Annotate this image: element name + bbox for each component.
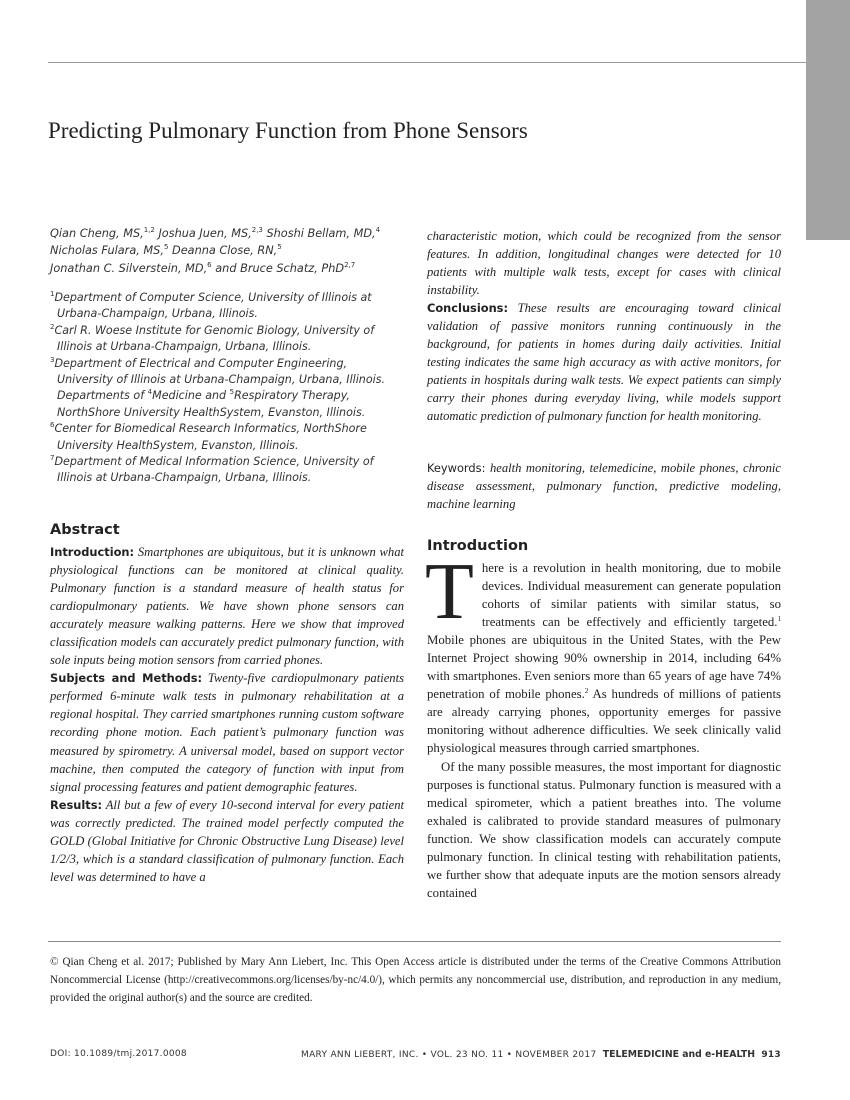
author: Nicholas Fulara, MS,$^5$: [50, 243, 169, 258]
author: Qian Cheng, MS,$^{1,2}$: [50, 226, 155, 240]
abstract-continuation: [427, 227, 781, 425]
journal-name: TELEMEDICINE and e-HEALTH: [602, 1049, 755, 1060]
author: Joshua Juen, MS,$^{2,3}$: [158, 226, 263, 240]
journal-info: MARY ANN LIEBERT, INC. • VOL. 23 NO. 11 • NOVEMBER 2017 TELEMEDICINE and e-HEALTH 913: [301, 1049, 781, 1060]
author: Jonathan C. Silverstein, MD,$^6$: [50, 260, 212, 275]
page-number: 913: [761, 1050, 781, 1060]
abstract-heading: Abstract: [50, 522, 120, 538]
abstract-conclusions: Conclusions: These results are encouraging toward clinical validation of passive monitors running continuously in the background, for patients in homes during daily activities. Initial testing indicates the same high accuracy as with active monitors, for patients in hospitals during walk tests. We expect patients can simply carry their phones during everyday living, while models support automatic prediction of pulmonary function for health monitoring.: [427, 301, 781, 423]
abstract-body: [50, 543, 404, 886]
abstract-results: Results: All but a few of every 10-second interval for every patient was correctly predicted. The trained model perfectly computed the GOLD (Global Initiative for Chronic Obstructive Lung Disease) level 1/2/3, which is a standard classification of pulmonary function. Each level was determined to have a: [50, 797, 404, 884]
introduction-paragraph: Of the many possible measures, the most important for diagnostic purposes is functional status. Pulmonary function is measured with a medical spirometer, which a patient breathes into. The volume exhaled is calibrated to provide standard measures of pulmonary function. We show classification models can accurately compute pulmonary function. In clinical testing with rehabilitation patients, we further show that adequate inputs are the motion sensors already contained: [427, 759, 781, 900]
article-title: Predicting Pulmonary Function from Phone Sensors: [48, 118, 528, 143]
introduction-paragraph: There is a revolution in health monitoring, due to mobile devices. Individual measurement can generate population cohorts of similar patients with similar status, so treatments can be effectively and efficiently targeted.$^1$ Mobile phones are ubiquitous in the United States, with the Pew Internet Project showing 90% ownership in 2014, including 64% with smartphones. Even seniors more than 65 years of age have 74% penetration of mobile phones.$^2$ As hundreds of millions of patients are already carrying phones, opportunity emerges for passive monitoring without adherence difficulties. We seek clinically valid physiological measures through carried smartphones.: [425, 548, 781, 756]
affiliation-list: [50, 290, 404, 487]
keywords-text: health monitoring, telemedicine, mobile phones, chronic disease assessment, pulmonary function, predictive modeling, machine learning: [427, 461, 781, 511]
license-notice: © Qian Cheng et al. 2017; Published by Mary Ann Liebert, Inc. This Open Access article is distributed under the terms of the Creative Commons Attribution Noncommercial License (http://creativecommons.org/licenses/by-nc/4.0/), which permits any noncommercial use, distribution, and reproduction in any medium, provided the original author(s) and the source are credited.: [50, 956, 781, 1004]
side-tab-marker: [806, 0, 850, 240]
author: Deanna Close, RN,$^5$: [172, 243, 282, 258]
introduction-body: [425, 548, 781, 902]
affiliation: $^3$Department of Electrical and Computer Engineering, University of Illinois at Urbana-Champaign, Urbana, Illinois.: [50, 355, 386, 387]
introduction-heading: Introduction: [427, 538, 529, 554]
affiliation: $^1$Department of Computer Science, University of Illinois at Urbana-Champaign, Urbana, Illinois.: [50, 290, 372, 321]
affiliation: $^2$Carl R. Woese Institute for Genomic Biology, University of Illinois at Urbana-Champaign, Urbana, Illinois.: [50, 322, 375, 354]
keywords-label: Keywords:: [427, 461, 486, 475]
keywords: [427, 459, 781, 513]
drop-cap: T: [425, 548, 474, 636]
doi: DOI: 10.1089/tmj.2017.0008: [50, 1049, 187, 1059]
license-rule: [48, 941, 781, 942]
affiliation: $^7$Department of Medical Information Science, University of Illinois at Urbana-Champaign, Urbana, Illinois.: [50, 454, 374, 485]
author: Shoshi Bellam, MD,$^4$: [266, 226, 381, 240]
affiliation: Departments of $^4$Medicine and $^5$Respiratory Therapy, NorthShore University HealthSystem, Evanston, Illinois.: [57, 388, 366, 419]
header-rule: [48, 62, 806, 63]
author-list: [50, 225, 404, 277]
author: and Bruce Schatz, PhD$^{2,7}$: [215, 260, 356, 275]
abstract-results-continued: characteristic motion, which could be recognized from the sensor features. In addition, longitudinal changes were detected for 10 patients with multiple walk tests, except for cases with clinical instability.: [427, 229, 781, 297]
abstract-methods: Subjects and Methods: Twenty-five cardiopulmonary patients performed 6-minute walk tests in pulmonary rehabilitation at a regional hospital. They carried smartphones running custom software recording phone motion. Each patient’s pulmonary function was measured by spirometry. A universal model, based on support vector machine, then computed the category of function with input from signal processing features and patient demographic features.: [50, 671, 404, 794]
affiliation: $^6$Center for Biomedical Research Informatics, NorthShore University HealthSystem, Evanston, Illinois.: [50, 421, 367, 452]
abstract-introduction: Introduction: Smartphones are ubiquitous, but it is unknown what physiological functions can be monitored at clinical quality. Pulmonary function is a standard measure of health status for cardiopulmonary patients. We have shown phone sensors can accurately measure walking patterns. Here we show that improved classification models can accurately predict pulmonary function, with sole inputs being motion sensors from carried phones.: [50, 545, 404, 668]
